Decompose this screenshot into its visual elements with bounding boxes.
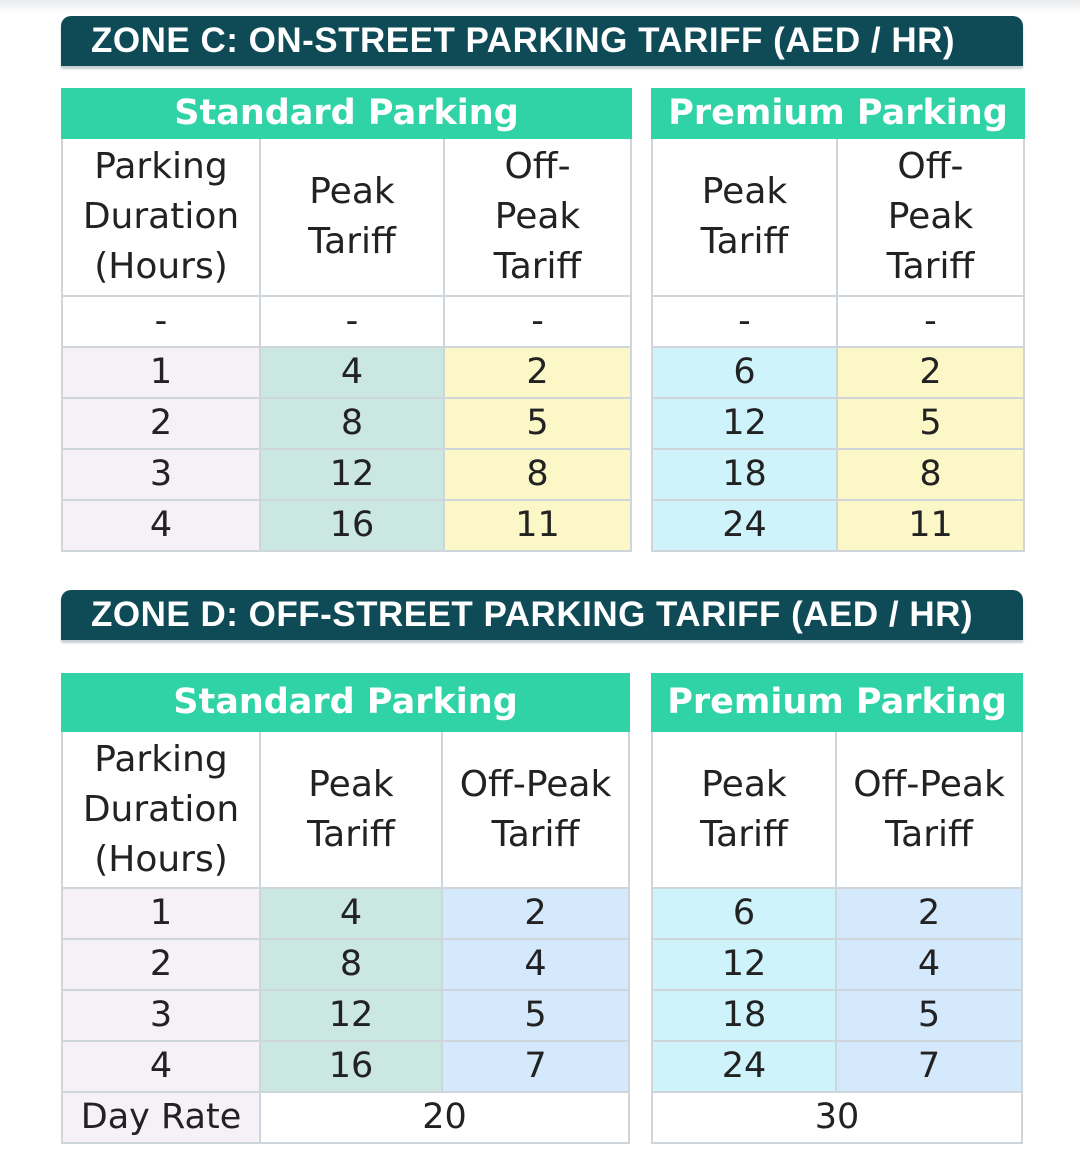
table-row	[652, 939, 1022, 990]
offpeak-tariff-cell: -	[837, 296, 1024, 347]
peak-tariff-cell: 24	[652, 1041, 836, 1092]
table-row	[652, 449, 1024, 500]
offpeak-header-line1: Off-	[897, 146, 964, 187]
duration-cell: -	[62, 296, 260, 347]
zone-d-duration-header	[62, 731, 260, 888]
zone-c-premium-offpeak-header	[837, 138, 1024, 296]
peak-header-line2: Tariff	[700, 813, 788, 855]
offpeak-tariff-cell: 2	[836, 888, 1022, 939]
table-row	[62, 939, 629, 990]
peak-tariff-cell: 8	[260, 939, 442, 990]
offpeak-tariff-cell: 4	[442, 939, 629, 990]
table-row	[652, 990, 1022, 1041]
offpeak-header-line2: Tariff	[491, 813, 580, 855]
offpeak-header-line1: Off-Peak	[853, 763, 1005, 805]
table-row	[652, 500, 1024, 551]
zone-d-title: ZONE D: OFF-STREET PARKING TARIFF (AED / HR)	[61, 590, 1023, 640]
offpeak-header-line3: Tariff	[886, 246, 975, 287]
peak-header-line2: Tariff	[700, 221, 789, 262]
duration-header-line3: (Hours)	[94, 246, 228, 287]
table-row	[62, 990, 629, 1041]
duration-cell: 4	[62, 500, 260, 551]
zone-c-standard-group-header: Standard Parking	[62, 89, 631, 138]
table-row	[652, 1041, 1022, 1092]
offpeak-tariff-cell: 5	[444, 398, 631, 449]
peak-tariff-cell: 24	[652, 500, 837, 551]
day-rate-row	[652, 1092, 1022, 1143]
zone-c-premium-peak-header	[652, 138, 837, 296]
peak-tariff-cell: 4	[260, 888, 442, 939]
table-row	[62, 296, 631, 347]
peak-tariff-cell: 18	[652, 449, 837, 500]
zone-d-standard-table	[61, 673, 630, 1144]
offpeak-tariff-cell: 7	[836, 1041, 1022, 1092]
duration-cell: 1	[62, 347, 260, 398]
offpeak-header-line1: Off-	[504, 146, 571, 187]
table-row	[62, 500, 631, 551]
table-row	[62, 398, 631, 449]
zone-c-standard-table	[61, 88, 632, 552]
duration-header-line1: Parking	[94, 146, 228, 187]
duration-cell: 2	[62, 939, 260, 990]
offpeak-tariff-cell: 2	[444, 347, 631, 398]
offpeak-tariff-cell: 5	[442, 990, 629, 1041]
zone-d-premium-group-header: Premium Parking	[652, 674, 1022, 731]
peak-tariff-cell: 4	[260, 347, 444, 398]
offpeak-tariff-cell: 11	[444, 500, 631, 551]
peak-tariff-cell: 18	[652, 990, 836, 1041]
offpeak-header-line1: Off-Peak	[459, 763, 612, 805]
peak-header-line1: Peak	[701, 171, 788, 212]
peak-tariff-cell: 8	[260, 398, 444, 449]
peak-tariff-cell: 16	[260, 1041, 442, 1092]
offpeak-header-line2: Peak	[887, 196, 974, 237]
offpeak-header-line3: Tariff	[493, 246, 582, 287]
top-shade	[0, 0, 1080, 14]
duration-header-line1: Parking	[94, 738, 228, 780]
duration-cell: 1	[62, 888, 260, 939]
zone-c-duration-header	[62, 138, 260, 296]
duration-header-line2: Duration	[82, 196, 240, 237]
offpeak-tariff-cell: 8	[837, 449, 1024, 500]
offpeak-tariff-cell: 2	[442, 888, 629, 939]
zone-c-standard-peak-header	[260, 138, 444, 296]
peak-tariff-cell: -	[652, 296, 837, 347]
peak-header-line2: Tariff	[308, 221, 396, 262]
peak-header-line1: Peak	[308, 763, 394, 805]
peak-tariff-cell: 12	[652, 939, 836, 990]
zone-d-premium-offpeak-header	[836, 731, 1022, 888]
duration-header-line2: Duration	[82, 788, 240, 830]
duration-header-line3: (Hours)	[94, 838, 228, 880]
day-rate-value: 30	[652, 1092, 1022, 1143]
table-row	[652, 888, 1022, 939]
table-row	[62, 347, 631, 398]
peak-tariff-cell: 6	[652, 347, 837, 398]
day-rate-label: Day Rate	[62, 1092, 260, 1143]
zone-d-standard-offpeak-header	[442, 731, 629, 888]
table-row	[62, 449, 631, 500]
peak-header-line1: Peak	[309, 171, 395, 212]
offpeak-tariff-cell: 5	[836, 990, 1022, 1041]
offpeak-tariff-cell: 5	[837, 398, 1024, 449]
zone-d-standard-peak-header	[260, 731, 442, 888]
offpeak-tariff-cell: 7	[442, 1041, 629, 1092]
table-row	[652, 296, 1024, 347]
zone-d-premium-peak-header	[652, 731, 836, 888]
zone-c-title: ZONE C: ON-STREET PARKING TARIFF (AED / HR)	[61, 16, 1023, 66]
zone-d-standard-group-header: Standard Parking	[62, 674, 629, 731]
peak-header-line2: Tariff	[307, 813, 395, 855]
peak-tariff-cell: 6	[652, 888, 836, 939]
table-row	[62, 888, 629, 939]
peak-tariff-cell: 12	[260, 990, 442, 1041]
offpeak-tariff-cell: 4	[836, 939, 1022, 990]
table-row	[652, 347, 1024, 398]
duration-cell: 3	[62, 449, 260, 500]
day-rate-value: 20	[260, 1092, 629, 1143]
zone-c-premium-table	[651, 88, 1025, 552]
zone-c-premium-group-header: Premium Parking	[652, 89, 1024, 138]
offpeak-tariff-cell: -	[444, 296, 631, 347]
peak-tariff-cell: 12	[260, 449, 444, 500]
offpeak-header-line2: Peak	[494, 196, 581, 237]
zone-c-standard-offpeak-header	[444, 138, 631, 296]
duration-cell: 3	[62, 990, 260, 1041]
peak-header-line1: Peak	[701, 763, 787, 805]
offpeak-tariff-cell: 11	[837, 500, 1024, 551]
duration-cell: 4	[62, 1041, 260, 1092]
peak-tariff-cell: -	[260, 296, 444, 347]
table-row	[652, 398, 1024, 449]
duration-cell: 2	[62, 398, 260, 449]
peak-tariff-cell: 12	[652, 398, 837, 449]
day-rate-row	[62, 1092, 629, 1143]
offpeak-tariff-cell: 2	[837, 347, 1024, 398]
peak-tariff-cell: 16	[260, 500, 444, 551]
table-row	[62, 1041, 629, 1092]
offpeak-header-line2: Tariff	[885, 813, 973, 855]
zone-d-premium-table	[651, 673, 1023, 1144]
offpeak-tariff-cell: 8	[444, 449, 631, 500]
